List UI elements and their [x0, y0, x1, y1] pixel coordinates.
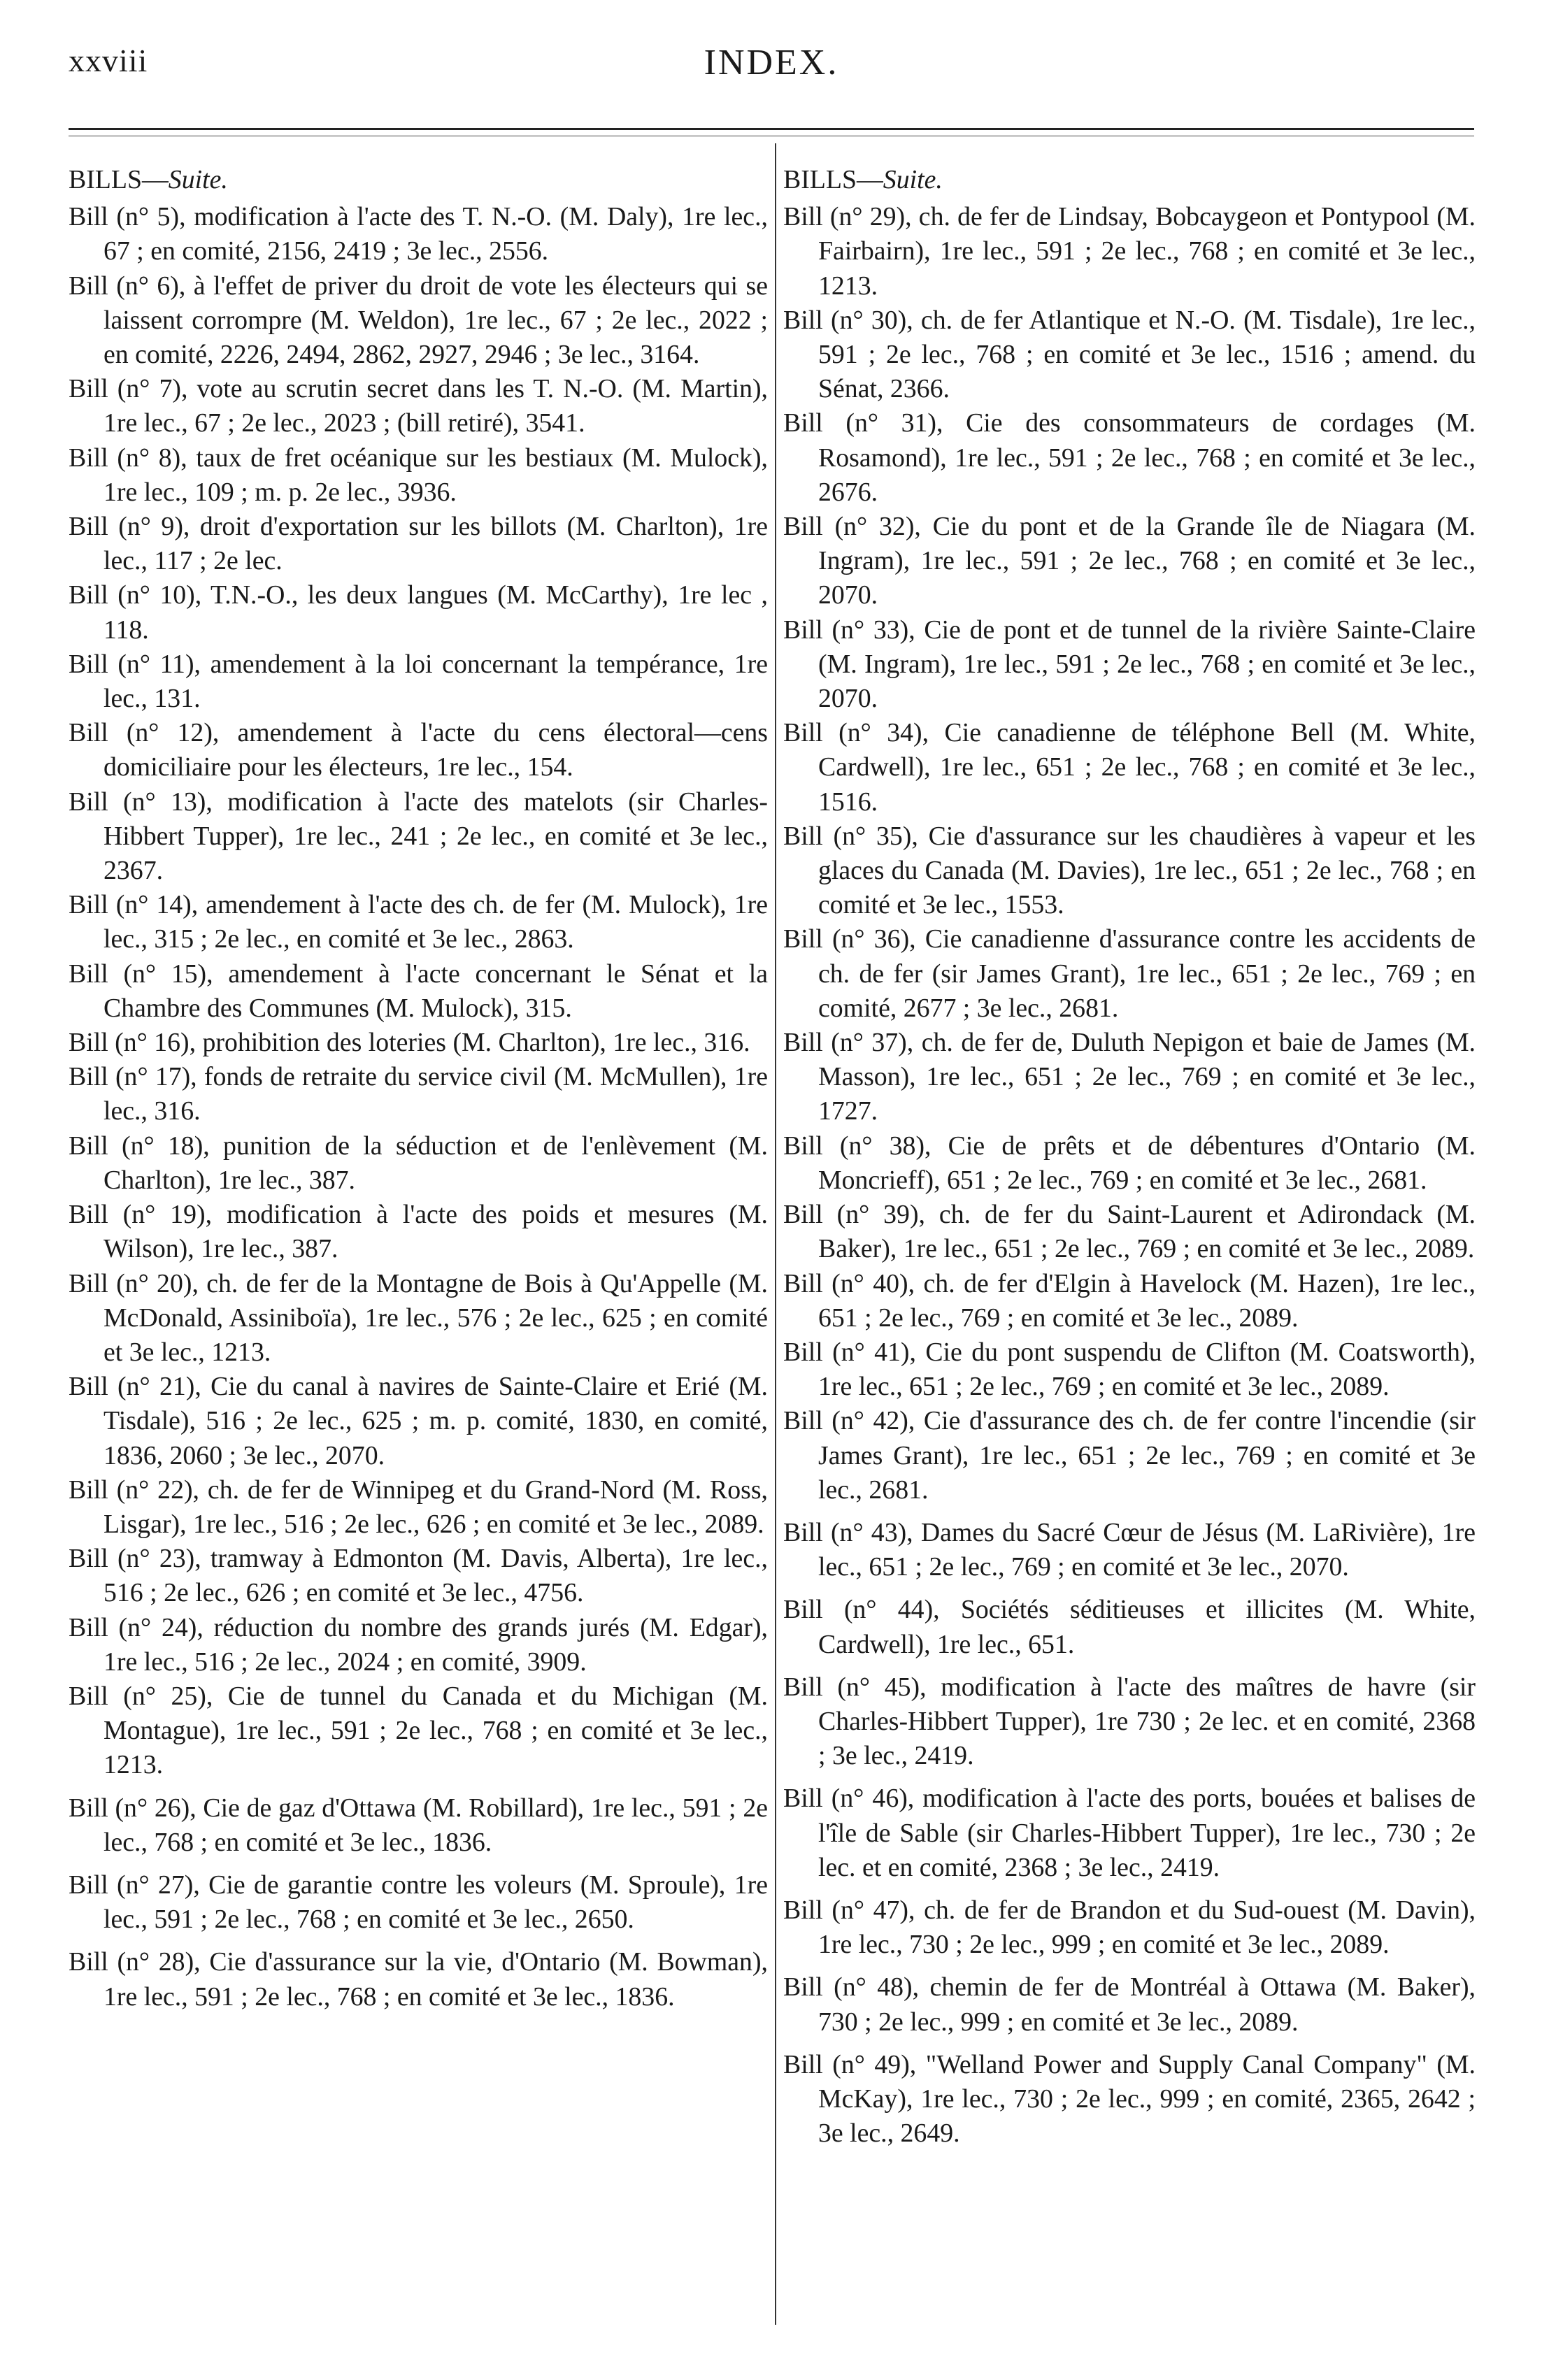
heading-suffix: Suite.: [883, 165, 943, 194]
header-rule: [69, 128, 1474, 130]
index-entry: Bill (n° 46), modification à l'acte des ports, bouées et balises de l'île de Sable (sir Charles-Hibbert Tupper), 1re lec., 730 ; 2e lec. et en comité, 2368 ; 3e lec., 2419.: [783, 1784, 1476, 1882]
index-entry: Bill (n° 31), Cie des consommateurs de cordages (M. Rosamond), 1re lec., 591 ; 2e lec., 768 ; en comité et 3e lec., 2676.: [783, 408, 1476, 507]
index-entry: Bill (n° 38), Cie de prêts et de débentures d'Ontario (M. Moncrieff), 651 ; 2e lec., 769 ; en comité et 3e lec., 2681.: [783, 1131, 1476, 1195]
index-entry: Bill (n° 11), amendement à la loi concernant la tempérance, 1re lec., 131.: [69, 649, 768, 714]
left-column: [69, 163, 768, 2014]
index-entry: Bill (n° 45), modification à l'acte des maîtres de havre (sir Charles-Hibbert Tupper), 1re 730 ; 2e lec. et en comité, 2368 ; 3e lec., 2419.: [783, 1672, 1476, 1771]
index-entry: Bill (n° 39), ch. de fer du Saint-Laurent et Adirondack (M. Baker), 1re lec., 651 ; 2e lec., 769 ; en comité et 3e lec., 2089.: [783, 1200, 1476, 1264]
section-heading: [783, 163, 1476, 197]
index-entry: Bill (n° 48), chemin de fer de Montréal à Ottawa (M. Baker), 730 ; 2e lec., 999 ; en comité et 3e lec., 2089.: [783, 1972, 1476, 2037]
column-divider: [775, 143, 776, 2325]
entry-list: [69, 200, 768, 2014]
index-entry: Bill (n° 22), ch. de fer de Winnipeg et du Grand-Nord (M. Ross, Lisgar), 1re lec., 516 ; 2e lec., 626 ; en comité et 3e lec., 2089.: [69, 1475, 768, 1539]
index-entry: Bill (n° 35), Cie d'assurance sur les chaudières à vapeur et les glaces du Canada (M. Davies), 1re lec., 651 ; 2e lec., 768 ; en comité et 3e lec., 1553.: [783, 821, 1476, 920]
index-entry: Bill (n° 8), taux de fret océanique sur les bestiaux (M. Mulock), 1re lec., 109 ; m. p. 2e lec., 3936.: [69, 443, 768, 507]
page-header: [69, 42, 1474, 98]
right-column: [783, 163, 1476, 2151]
index-entry: Bill (n° 13), modification à l'acte des matelots (sir Charles-Hibbert Tupper), 1re lec., 241 ; 2e lec., en comité et 3e lec., 2367.: [69, 787, 768, 886]
index-entry: Bill (n° 43), Dames du Sacré Cœur de Jésus (M. LaRivière), 1re lec., 651 ; 2e lec., 769 ; en comité et 3e lec., 2070.: [783, 1517, 1476, 1582]
index-entry: Bill (n° 15), amendement à l'acte concernant le Sénat et la Chambre des Communes (M. Mulock), 315.: [69, 959, 768, 1023]
index-entry: Bill (n° 40), ch. de fer d'Elgin à Havelock (M. Hazen), 1re lec., 651 ; 2e lec., 769 ; en comité et 3e lec., 2089.: [783, 1268, 1476, 1333]
index-entry: Bill (n° 37), ch. de fer de, Duluth Nepigon et baie de James (M. Masson), 1re lec., 651 ; 2e lec., 769 ; en comité et 3e lec., 1727.: [783, 1028, 1476, 1126]
index-entry: Bill (n° 9), droit d'exportation sur les billots (M. Charlton), 1re lec., 117 ; 2e lec.: [69, 512, 768, 576]
index-entry: Bill (n° 30), ch. de fer Atlantique et N.-O. (M. Tisdale), 1re lec., 591 ; 2e lec., 768 ; en comité et 3e lec., 1516 ; amend. du Sénat, 2366.: [783, 305, 1476, 404]
index-entry: Bill (n° 27), Cie de garantie contre les voleurs (M. Sproule), 1re lec., 591 ; 2e lec., 768 ; en comité et 3e lec., 2650.: [69, 1870, 768, 1935]
index-entry: Bill (n° 19), modification à l'acte des poids et mesures (M. Wilson), 1re lec., 387.: [69, 1200, 768, 1264]
index-entry: Bill (n° 14), amendement à l'acte des ch. de fer (M. Mulock), 1re lec., 315 ; 2e lec., en comité et 3e lec., 2863.: [69, 890, 768, 954]
index-entry: Bill (n° 17), fonds de retraite du service civil (M. McMullen), 1re lec., 316.: [69, 1062, 768, 1126]
index-entry: Bill (n° 26), Cie de gaz d'Ottawa (M. Robillard), 1re lec., 591 ; 2e lec., 768 ; en comité et 3e lec., 1836.: [69, 1793, 768, 1857]
index-entry: Bill (n° 44), Sociétés séditieuses et illicites (M. White, Cardwell), 1re lec., 651.: [783, 1595, 1476, 1659]
index-entry: Bill (n° 29), ch. de fer de Lindsay, Bobcaygeon et Pontypool (M. Fairbairn), 1re lec., 591 ; 2e lec., 768 ; en comité et 3e lec., 1213.: [783, 202, 1476, 301]
index-entry: Bill (n° 28), Cie d'assurance sur la vie, d'Ontario (M. Bowman), 1re lec., 591 ; 2e lec., 768 ; en comité et 3e lec., 1836.: [69, 1947, 768, 2012]
index-entry: Bill (n° 24), réduction du nombre des grands jurés (M. Edgar), 1re lec., 516 ; 2e lec., 2024 ; en comité, 3909.: [69, 1612, 768, 1677]
index-entry: Bill (n° 6), à l'effet de priver du droit de vote les électeurs qui se laissent corrompre (M. Weldon), 1re lec., 67 ; 2e lec., 2022 ; en comité, 2226, 2494, 2862, 2927, 2946 ; 3e lec., 3164.: [69, 271, 768, 370]
page-title: INDEX.: [704, 43, 839, 83]
index-entry: Bill (n° 20), ch. de fer de la Montagne de Bois à Qu'Appelle (M. McDonald, Assiniboïa), 1re lec., 576 ; 2e lec., 625 ; en comité et 3e lec., 1213.: [69, 1268, 768, 1367]
page-number: xxviii: [69, 43, 148, 78]
index-entry: Bill (n° 41), Cie du pont suspendu de Clifton (M. Coatsworth), 1re lec., 651 ; 2e lec., 769 ; en comité et 3e lec., 2089.: [783, 1337, 1476, 1402]
index-entry: Bill (n° 25), Cie de tunnel du Canada et du Michigan (M. Montague), 1re lec., 591 ; 2e lec., 768 ; en comité et 3e lec., 1213.: [69, 1681, 768, 1780]
index-entry: Bill (n° 5), modification à l'acte des T. N.-O. (M. Daly), 1re lec., 67 ; en comité, 2156, 2419 ; 3e lec., 2556.: [69, 202, 768, 266]
heading-suffix: Suite.: [168, 165, 228, 194]
section-heading: [69, 163, 768, 197]
index-entry: Bill (n° 47), ch. de fer de Brandon et du Sud-ouest (M. Davin), 1re lec., 730 ; 2e lec., 999 ; en comité et 3e lec., 2089.: [783, 1895, 1476, 1960]
index-entry: Bill (n° 18), punition de la séduction et de l'enlèvement (M. Charlton), 1re lec., 387.: [69, 1131, 768, 1195]
index-entry: Bill (n° 10), T.N.-O., les deux langues (M. McCarthy), 1re lec , 118.: [69, 580, 768, 645]
index-entry: Bill (n° 23), tramway à Edmonton (M. Davis, Alberta), 1re lec., 516 ; 2e lec., 626 ; en comité et 3e lec., 4756.: [69, 1544, 768, 1608]
index-entry: Bill (n° 33), Cie de pont et de tunnel de la rivière Sainte-Claire (M. Ingram), 1re lec., 591 ; 2e lec., 768 ; en comité et 3e lec., 2070.: [783, 615, 1476, 714]
heading-text: BILLS—: [69, 165, 169, 194]
entry-list: [783, 200, 1476, 2151]
index-entry: Bill (n° 21), Cie du canal à navires de Sainte-Claire et Erié (M. Tisdale), 516 ; 2e lec., 625 ; m. p. comité, 1830, en comité, 1836, 2060 ; 3e lec., 2070.: [69, 1372, 768, 1470]
index-entry: Bill (n° 32), Cie du pont et de la Grande île de Niagara (M. Ingram), 1re lec., 591 ; 2e lec., 768 ; en comité et 3e lec., 2070.: [783, 512, 1476, 610]
index-entry: Bill (n° 42), Cie d'assurance des ch. de fer contre l'incendie (sir James Grant), 1re lec., 651 ; 2e lec., 769 ; en comité et 3e lec., 2681.: [783, 1406, 1476, 1505]
index-entry: Bill (n° 12), amendement à l'acte du cens électoral—cens domiciliaire pour les électeurs, 1re lec., 154.: [69, 718, 768, 782]
index-entry: Bill (n° 34), Cie canadienne de téléphone Bell (M. White, Cardwell), 1re lec., 651 ; 2e lec., 768 ; en comité et 3e lec., 1516.: [783, 718, 1476, 817]
index-entry: Bill (n° 16), prohibition des loteries (M. Charlton), 1re lec., 316.: [69, 1028, 750, 1058]
index-entry: Bill (n° 7), vote au scrutin secret dans les T. N.-O. (M. Martin), 1re lec., 67 ; 2e lec., 2023 ; (bill retiré), 3541.: [69, 374, 768, 438]
index-entry: Bill (n° 49), "Welland Power and Supply Canal Company" (M. McKay), 1re lec., 730 ; 2e lec., 999 ; en comité, 2365, 2642 ; 3e lec., 2649.: [783, 2049, 1476, 2149]
index-entry: Bill (n° 36), Cie canadienne d'assurance contre les accidents de ch. de fer (sir James Grant), 1re lec., 651 ; 2e lec., 769 ; en comité, 2677 ; 3e lec., 2681.: [783, 924, 1476, 1023]
heading-text: BILLS—: [783, 165, 883, 194]
